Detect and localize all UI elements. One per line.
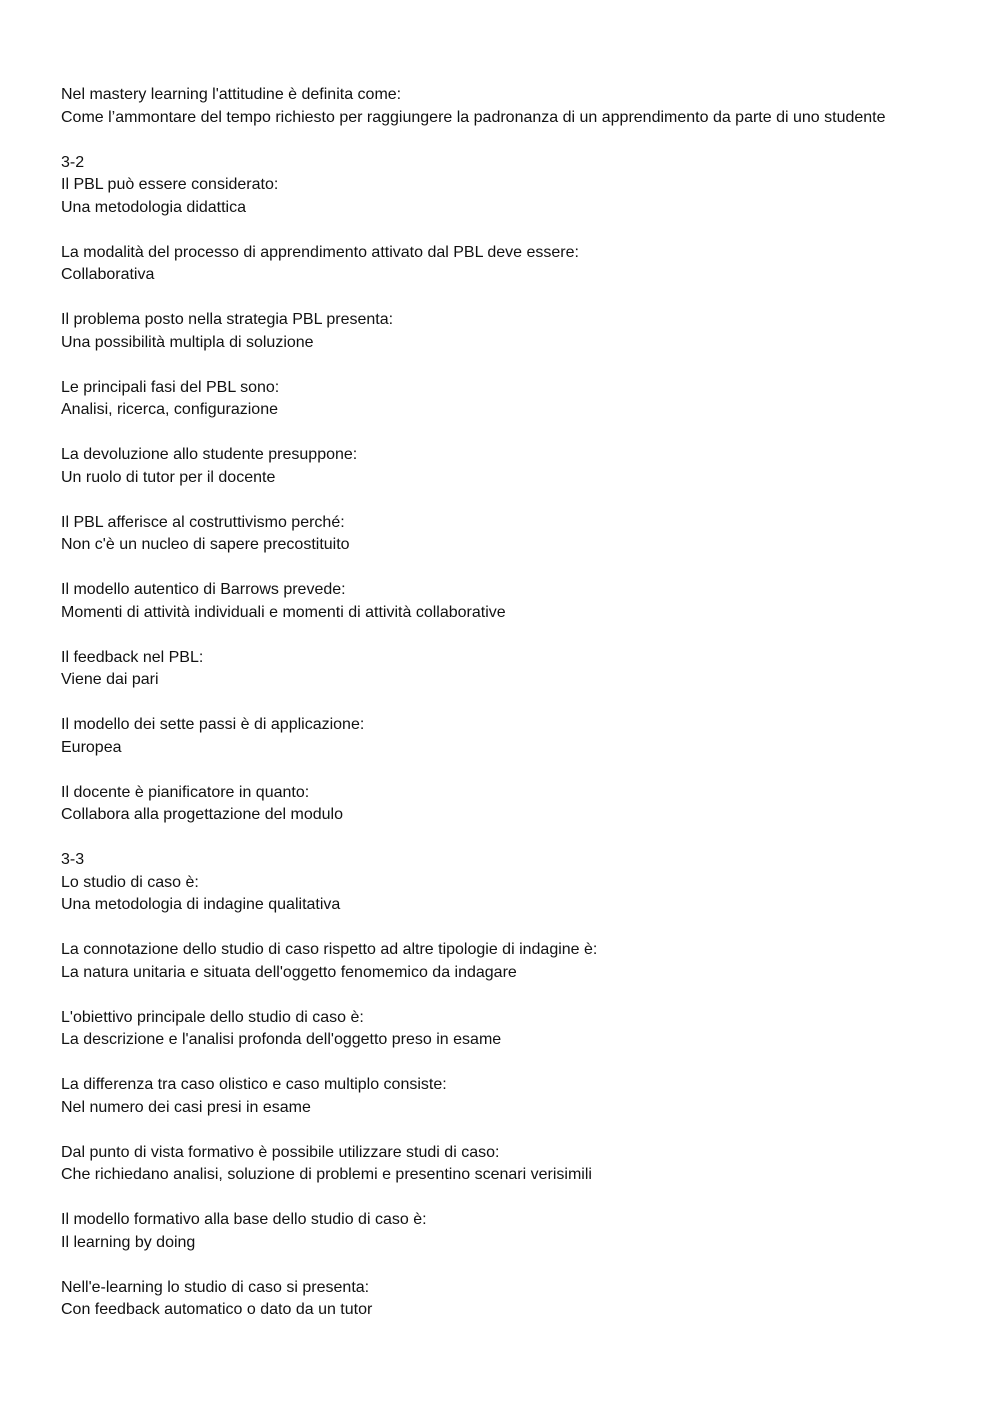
text-line: Con feedback automatico o dato da un tutor [61,1301,373,1318]
text-line: Il modello dei sette passi è di applicazione: [61,716,365,733]
qa-block [61,1074,921,1119]
text-line: Una metodologia didattica [61,198,247,216]
qa-block [61,647,921,692]
qa-block [61,444,921,489]
text-line: Le principali fasi del PBL sono: [61,378,280,396]
qa-block [61,579,921,624]
text-line: Collabora alla progettazione del modulo [61,806,343,823]
text-line: Nel mastery learning l'attitudine è definita come: [61,86,402,103]
paragraph-gap [61,624,921,647]
qa-block [61,309,921,354]
paragraph-gap [61,219,921,242]
qa-block [61,849,921,917]
qa-block [61,377,921,422]
paragraph-gap [61,489,921,512]
paragraph-gap [61,917,921,940]
text-line: Il PBL afferisce al costruttivismo perché: [61,513,345,531]
qa-block [61,782,921,827]
text-line: Collaborativa [61,266,155,283]
text-line: Un ruolo di tutor per il docente [61,468,276,486]
text-line: Dal punto di vista formativo è possibile utilizzare studi di caso: [61,1143,500,1161]
qa-block [61,152,921,220]
text-line: Europea [61,738,122,756]
qa-block [61,939,921,984]
text-line: Nel numero dei casi presi in esame [61,1098,311,1116]
text-line: La differenza tra caso olistico e caso multiplo consiste: [61,1076,447,1093]
text-line: Una possibilità multipla di soluzione [61,333,314,351]
document-page [61,84,921,1322]
qa-block [61,1007,921,1052]
text-line: Come l’ammontare del tempo richiesto per raggiungere la padronanza di un apprendimento da parte di uno studente [61,108,886,126]
paragraph-gap [61,692,921,715]
qa-block [61,512,921,557]
text-line: Non c'è un nucleo di sapere precostituito [61,536,350,553]
paragraph-gap [61,422,921,445]
text-line: La descrizione e l'analisi profonda dell'oggetto preso in esame [61,1031,502,1048]
paragraph-gap [61,759,921,782]
text-line: Viene dai pari [61,671,159,688]
paragraph-gap [61,827,921,850]
paragraph-gap [61,354,921,377]
text-line: 3-2 [61,153,85,171]
paragraph-gap [61,1254,921,1277]
text-line: La modalità del processo di apprendimento attivato dal PBL deve essere: [61,243,579,261]
paragraph-gap [61,984,921,1007]
text-line: 3-3 [61,851,85,868]
text-line: Nell'e-learning lo studio di caso si presenta: [61,1278,370,1296]
qa-block [61,242,921,287]
qa-block [61,1209,921,1254]
paragraph-gap [61,287,921,310]
text-line: Che richiedano analisi, soluzione di problemi e presentino scenari verisimili [61,1166,592,1183]
qa-block [61,714,921,759]
paragraph-gap [61,1119,921,1142]
text-line: Analisi, ricerca, configurazione [61,401,278,418]
paragraph-gap [61,557,921,580]
text-line: Il learning by doing [61,1233,196,1251]
text-line: Il modello autentico di Barrows prevede: [61,581,346,598]
paragraph-gap [61,129,921,152]
text-line: Il feedback nel PBL: [61,648,204,666]
text-line: Lo studio di caso è: [61,873,199,891]
paragraph-gap [61,1187,921,1210]
qa-block [61,1277,921,1322]
text-line: Il problema posto nella strategia PBL presenta: [61,311,394,328]
text-line: Il docente è pianificatore in quanto: [61,783,310,801]
qa-block [61,84,921,129]
paragraph-gap [61,1052,921,1075]
text-line: La connotazione dello studio di caso rispetto ad altre tipologie di indagine è: [61,941,598,958]
text-line: La natura unitaria e situata dell'oggetto fenomemico da indagare [61,963,517,981]
text-line: Il modello formativo alla base dello studio di caso è: [61,1211,427,1228]
qa-block [61,1142,921,1187]
text-line: L'obiettivo principale dello studio di caso è: [61,1008,364,1026]
text-line: Il PBL può essere considerato: [61,176,279,193]
text-line: Momenti di attività individuali e momenti di attività collaborative [61,603,506,621]
text-line: La devoluzione allo studente presuppone: [61,446,358,463]
text-line: Una metodologia di indagine qualitativa [61,896,341,913]
